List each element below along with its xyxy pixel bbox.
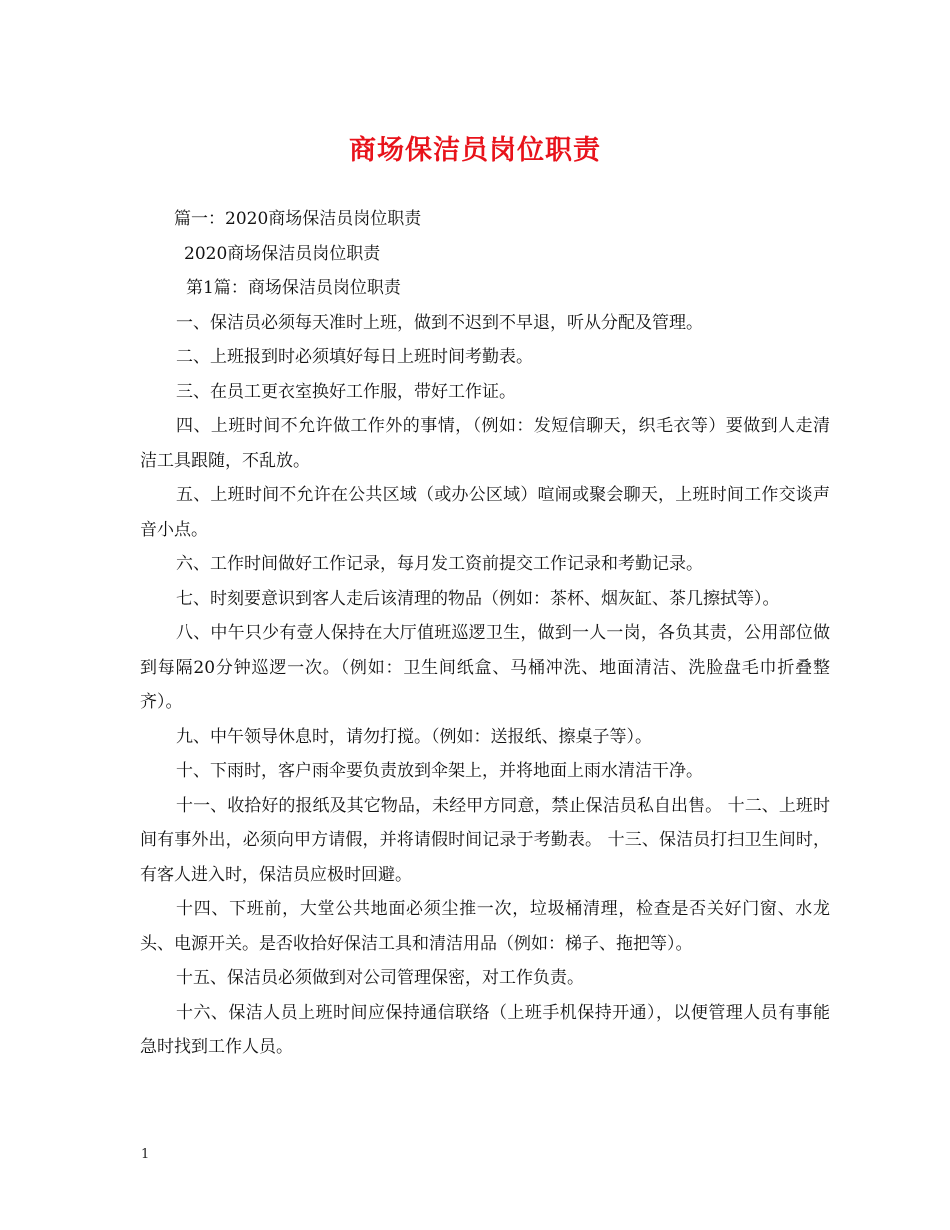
duty-item: 二、上班报到时必须填好每日上班时间考勤表。: [176, 347, 533, 367]
duty-item: 八、中午只少有壹人保持在大厅值班巡逻卫生，做到一人一岗，各负其责，公用部位做到每隔20分钟巡逻一次。（例如：卫生间纸盒、马桶冲洗、地面清洁、洗脸盘毛巾折叠整齐）。: [140, 623, 830, 712]
chapter-heading: 第1篇：商场保洁员岗位职责: [186, 278, 401, 298]
section-heading: 篇一：2020商场保洁员岗位职责: [174, 209, 422, 229]
duty-item: 三、在员工更衣室换好工作服，带好工作证。: [176, 381, 516, 402]
duty-item: 七、时刻要意识到客人走后该清理的物品（例如：茶杯、烟灰缸、茶几擦拭等）。: [176, 588, 780, 609]
duty-item: 四、上班时间不允许做工作外的事情，（例如：发短信聊天，织毛衣等）要做到人走清洁工具跟随，不乱放。: [140, 416, 830, 471]
duty-item: 六、工作时间做好工作记录，每月发工资前提交工作记录和考勤记录。: [176, 554, 703, 574]
page-number: 1: [141, 1147, 150, 1162]
duty-item: 十一、收拾好的报纸及其它物品，未经甲方同意，禁止保洁员私自出售。 十二、上班时间有事外出，必须向甲方请假，并将请假时间记录于考勤表。 十三、保洁员打扫卫生间时，有客人进入时，保洁员应极时回避。: [140, 795, 830, 885]
duty-item: 五、上班时间不允许在公共区域（或办公区域）喧闹或聚会聊天，上班时间工作交谈声音小点。: [140, 485, 830, 540]
duty-item: 十五、保洁员必须做到对公司管理保密，对工作负责。: [176, 968, 584, 988]
duty-item: 一、保洁员必须每天准时上班，做到不迟到不早退，听从分配及管理。: [176, 312, 703, 333]
subtitle-line: 2020商场保洁员岗位职责: [184, 243, 381, 264]
document-title: 商场保洁员岗位职责: [349, 135, 601, 166]
duty-item: 九、中午领导休息时，请勿打搅。（例如：送报纸、擦桌子等）。: [176, 726, 652, 747]
document-body: [140, 202, 830, 1065]
duty-item: 十六、保洁人员上班时间应保持通信联络（上班手机保持开通），以便管理人员有事能急时找到工作人员。: [140, 1002, 830, 1057]
duty-item: 十、下雨时，客户雨伞要负责放到伞架上，并将地面上雨水清洁干净。: [176, 761, 703, 781]
duty-item: 十四、下班前，大堂公共地面必须尘推一次，垃圾桶清理，检查是否关好门窗、水龙头、电源开关。是否收拾好保洁工具和清洁用品（例如：梯子、拖把等）。: [140, 899, 830, 954]
